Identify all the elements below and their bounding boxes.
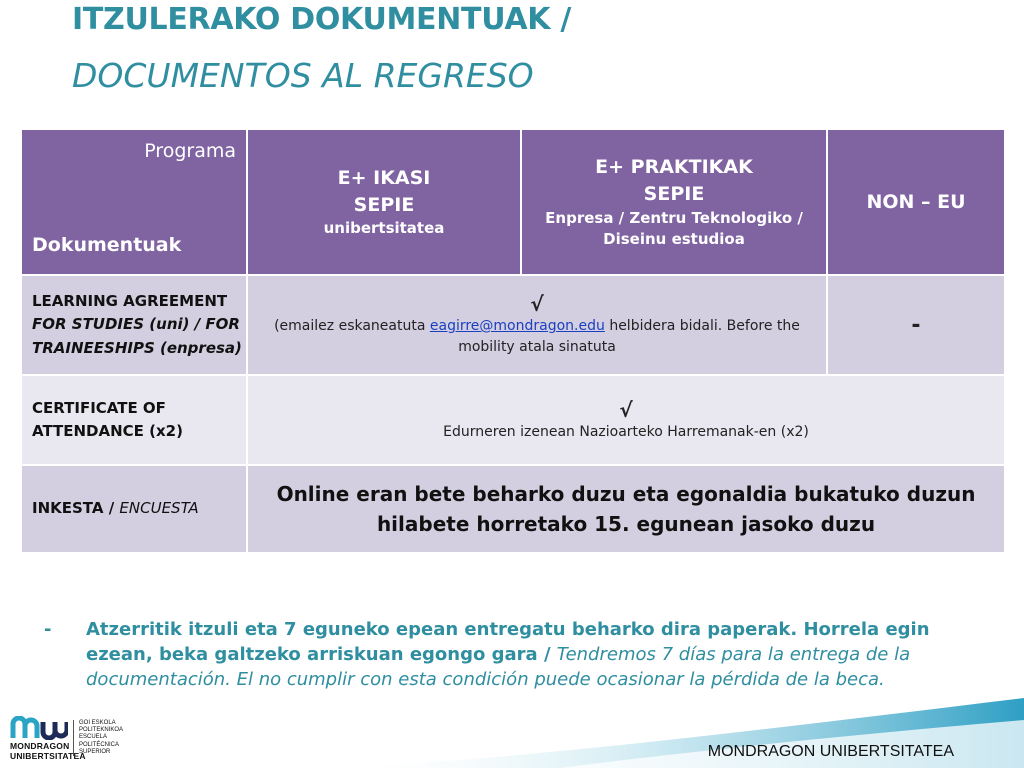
logo-name-line1: MONDRAGON	[10, 741, 70, 751]
table-header-row	[21, 129, 1005, 275]
slide-title: ITZULERAKO DOKUMENTUAK /	[72, 2, 572, 37]
logo-sub-line: POLITEKNIKOA	[79, 727, 124, 734]
dash-mark: -	[911, 312, 921, 338]
row-header-sub: ENCUESTA	[119, 499, 199, 518]
row-note	[248, 316, 826, 358]
column-agency: SEPIE	[353, 193, 415, 216]
logo-sub-line: GOI ESKOLA	[79, 720, 116, 726]
column-title: E+ PRAKTIKAK	[595, 156, 753, 179]
logo-name-line2: UNIBERTSITATEA	[10, 750, 86, 761]
slide-subtitle: DOCUMENTOS AL REGRESO	[72, 56, 534, 95]
note-text-before: (emailez eskaneatuta	[274, 318, 430, 334]
column-detail: unibertsitatea	[323, 219, 445, 238]
column-title: NON – EU	[866, 190, 966, 213]
logo-sub-line: POLITÉCNICA	[79, 741, 120, 748]
corner-label-dokumentuak: Dokumentuak	[32, 234, 182, 256]
table-row-learning-agreement	[21, 275, 1005, 375]
row-header: CERTIFICATE OF ATTENDANCE (x2)	[21, 375, 247, 465]
logo-sub-line: ESCUELA	[79, 734, 108, 741]
column-detail: Enpresa / Zentru Teknologiko / Diseinu estudioa	[545, 208, 803, 248]
logo-sub-line: SUPERIOR	[79, 748, 111, 755]
checkmark: √	[530, 292, 544, 316]
row-cell-non-eu	[827, 275, 1005, 375]
deadline-note	[44, 617, 984, 693]
bullet-dash: -	[44, 619, 52, 640]
column-agency: SEPIE	[643, 183, 705, 205]
corner-label-programa: Programa	[144, 140, 236, 162]
row-header-main: INKESTA /	[32, 499, 120, 518]
row-header-main: LEARNING AGREEMENT	[32, 292, 228, 311]
documents-table	[20, 128, 1006, 554]
mondragon-logo	[10, 716, 150, 766]
logo-school-name	[73, 720, 149, 756]
table-row-inkesta	[21, 465, 1005, 553]
bullet-spanish-text: Tendremos 7 días para la entrega de la documentación. El no cumplir con esta condición puede ocasionar la pérdida de la beca.	[86, 644, 911, 691]
row-cell-merged	[247, 465, 1005, 553]
table-row-certificate	[21, 375, 1005, 465]
row-header-sub: FOR STUDIES (uni) / FOR TRAINEESHIPS (enpresa)	[32, 315, 242, 357]
row-cell-merged	[247, 275, 827, 375]
row-cell-merged	[247, 375, 1005, 465]
row-header	[21, 275, 247, 375]
row-header	[21, 465, 247, 553]
online-survey-text: Online eran bete beharko duzu eta egonaldia bukatuko duzun hilabete horretako 15. egunean jasoko duzu	[276, 482, 976, 536]
row-note: Edurneren izenean Nazioarteko Harremanak-en (x2)	[443, 423, 809, 440]
column-header-non-eu	[827, 129, 1005, 275]
corner-cell	[21, 129, 247, 275]
column-title: E+ IKASI	[337, 166, 431, 189]
column-header-ikasi	[247, 129, 521, 275]
bullet-text	[86, 617, 984, 693]
note-text-after: helbidera bidali. Before the mobility atala sinatuta	[458, 318, 800, 355]
bullet-basque-text: Atzerritik itzuli eta 7 eguneko epean entregatu beharko dira paperak. Horrela egin ezean, beka galtzeko arriskuan egongo gara /	[86, 619, 930, 666]
checkmark: √	[619, 397, 633, 422]
mu-logo-icon	[10, 716, 68, 740]
email-link[interactable]: eagirre@mondragon.edu	[429, 318, 605, 334]
footer-university-name: MONDRAGON UNIBERTSITATEA	[707, 743, 954, 760]
column-header-praktikak	[521, 129, 827, 275]
